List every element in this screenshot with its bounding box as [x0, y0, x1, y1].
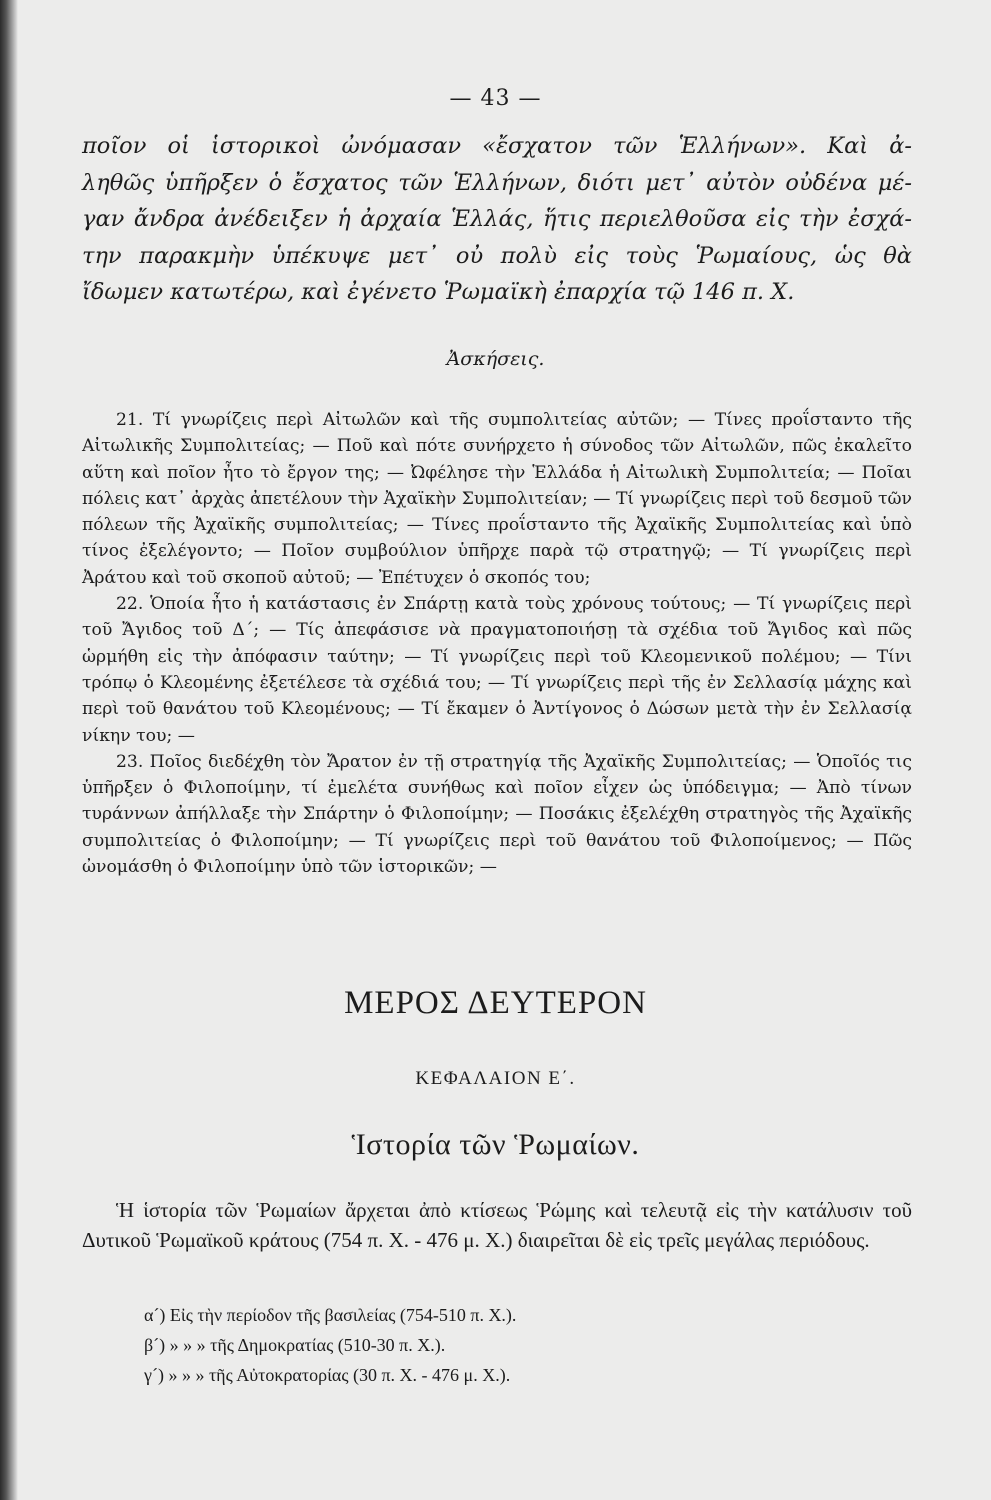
exercises-section	[82, 407, 912, 880]
page-binding-edge	[0, 0, 18, 1500]
page-number: — 43 —	[449, 86, 542, 111]
exercises-heading: Ἀσκήσεις.	[446, 348, 545, 370]
intro-line: την παρακμὴν ὑπέκυψε μετ᾽ οὐ πολὺ εἰς τοὺς Ῥωμαίους, ὡς θὰ	[82, 242, 912, 269]
intro-line: ἴδωμεν κατωτέρω, καὶ ἐγένετο Ῥωμαϊκὴ ἐπαρχία τῷ 146 π. Χ.	[82, 279, 795, 305]
period-text: » » » τῆς Δημοκρατίας (510-30 π. Χ.).	[169, 1335, 446, 1355]
chapter-title: ΚΕΦΑΛΑΙΟΝ Ε΄.	[415, 1068, 576, 1089]
intro-line: γαν ἄνδρα ἀνέδειξεν ἡ ἀρχαία Ἑλλάς, ἥτις περιελθοῦσα εἰς τὴν ἐσχά-	[82, 206, 912, 232]
period-label: β´)	[144, 1335, 166, 1355]
history-paragraph: Ἡ ἱστορία τῶν Ῥωμαίων ἄρχεται ἀπὸ κτίσεως Ῥώμης καὶ τελευτᾷ εἰς τὴν κατάλυσιν τοῦ Δυτικοῦ Ῥωμαϊκοῦ κράτους (754 π. Χ. - 476 μ. Χ.) διαιρεῖται δὲ εἰς τρεῖς μεγάλας περιόδους.	[82, 1198, 912, 1252]
history-intro	[82, 1196, 912, 1255]
intro-line: ληθῶς ὑπῆρξεν ὁ ἔσχατος τῶν Ἑλλήνων, διότι μετ᾽ αὐτὸν οὐδένα μέ-	[82, 169, 912, 196]
period-item	[144, 1330, 844, 1360]
period-item	[144, 1300, 844, 1330]
period-item	[144, 1360, 844, 1390]
period-label: γ´)	[144, 1365, 164, 1385]
intro-line: ποῖον οἱ ἱστορικοὶ ὠνόμασαν «ἔσχατον τῶν Ἑλλήνων». Καὶ ἀ-	[82, 133, 912, 159]
period-text: » » » τῆς Αὐτοκρατορίας (30 π. Χ. - 476 μ. Χ.).	[168, 1365, 511, 1385]
subject-title: Ἱστορία τῶν Ῥωμαίων.	[351, 1128, 640, 1161]
exercise-23: 23. Ποῖος διεδέχθη τὸν Ἄρατον ἐν τῇ στρατηγίᾳ τῆς Ἀχαϊκῆς Συμπολιτείας; — Ὁποῖός τις ὑπῆρξεν ὁ Φιλοποίμην, τί ἐμελέτα συνήθως καὶ ποῖον εἶχεν ὡς ὑπόδειγμα; — Ἀπὸ τίνων τυράννων ἀπήλλαξε τὴν Σπάρτην ὁ Φιλοποίμην; — Ποσάκις ἐξελέχθη στρατηγὸς τῆς Ἀχαϊκῆς συμπολιτείας ὁ Φιλοποίμην; — Τί γνωρίζεις περὶ τοῦ θανάτου τοῦ Φιλοποίμενος; — Πῶς ὠνομάσθη ὁ Φιλοποίμην ὑπὸ τῶν ἱστορικῶν; —	[82, 751, 912, 878]
period-text: Εἰς τὴν περίοδον τῆς βασιλείας (754-510 π. Χ.).	[169, 1305, 517, 1325]
part-title: ΜΕΡΟΣ ΔΕΥΤΕΡΟΝ	[344, 985, 647, 1021]
exercise-21: 21. Τί γνωρίζεις περὶ Αἰτωλῶν καὶ τῆς συμπολιτείας αὐτῶν; — Τίνες προΐσταντο τῆς Αἰτωλικῆς Συμπολιτείας; — Ποῦ καὶ πότε συνήρχετο ἡ σύνοδος τῶν Αἰτωλῶν, πῶς ἐκαλεῖτο αὕτη καὶ ποῖον ἦτο τὸ ἔργον της; — Ὠφέλησε τὴν Ἑλλάδα ἡ Αἰτωλικὴ Συμπολιτεία; — Ποῖαι πόλεις κατ᾽ ἀρχὰς ἀπετέλουν τὴν Ἀχαϊκὴν Συμπολιτείαν; — Τί γνωρίζεις περὶ τοῦ δεσμοῦ τῶν πόλεων τῆς Ἀχαϊκῆς συμπολιτείας; — Τίνες προΐσταντο τῆς Ἀχαϊκῆς Συμπολιτείας καὶ ὑπὸ τίνος ἐξελέγοντο; — Ποῖον συμβούλιον ὑπῆρχε παρὰ τῷ στρατηγῷ; — Τί γνωρίζεις περὶ Ἀράτου καὶ τοῦ σκοποῦ αὐτοῦ; — Ἐπέτυχεν ὁ σκοπός του;	[82, 410, 912, 588]
period-label: α´)	[144, 1305, 166, 1325]
exercise-22: 22. Ὁποία ἦτο ἡ κατάστασις ἐν Σπάρτῃ κατὰ τοὺς χρόνους τούτους; — Τί γνωρίζεις περὶ τοῦ Ἄγιδος τοῦ Δ´; — Τίς ἀπεφάσισε νὰ πραγματοποιήσῃ τὰ σχέδια τοῦ Ἄγιδος καὶ πῶς ὡρμήθη εἰς τὴν ἀπόφασιν ταύτην; — Τί γνωρίζεις περὶ τοῦ Κλεομενικοῦ πολέμου; — Τίνι τρόπῳ ὁ Κλεομένης ἐξετέλεσε τὰ σχέδιά του; — Τί γνωρίζεις περὶ τῆς ἐν Σελλασίᾳ μάχης καὶ περὶ τοῦ θανάτου τοῦ Κλεομένους; — Τί ἔκαμεν ὁ Ἀντίγονος ὁ Δώσων μετὰ τὴν ἐν Σελλασίᾳ νίκην του; —	[82, 594, 912, 746]
intro-paragraph	[82, 128, 912, 311]
periods-list	[144, 1300, 844, 1390]
